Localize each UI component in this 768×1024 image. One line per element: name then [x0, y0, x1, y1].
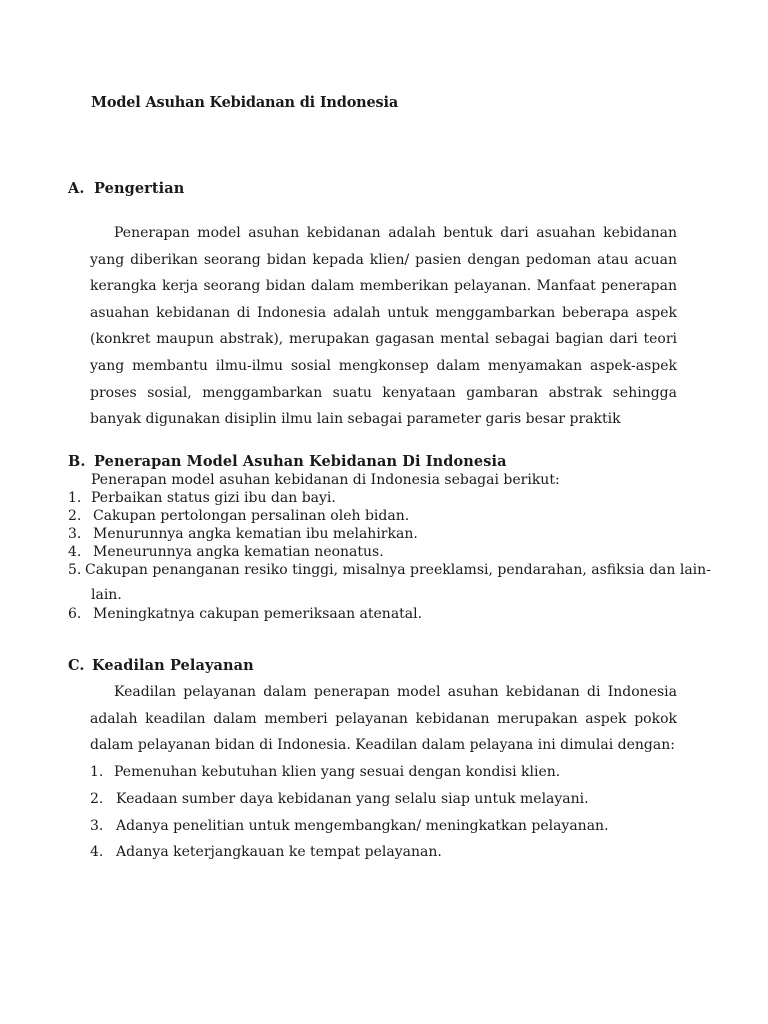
- list-item-number: 6.: [68, 606, 82, 622]
- list-item: [90, 790, 589, 808]
- list-item-number: 1.: [68, 490, 82, 506]
- list-item-text: Meningkatnya cakupan pemeriksaan atenatal.: [93, 606, 423, 622]
- section-c-paragraph: Keadilan pelayanan dalam penerapan model asuhan kebidanan di Indonesia adalah keadilan dalam memberi pelayanan kebidanan merupakan aspek pokok dalam pelayanan bidan di Indonesia. Keadilan dalam pelayana ini dimulai dengan:: [90, 684, 677, 754]
- document-title: Model Asuhan Kebidanan di Indonesia: [91, 94, 399, 111]
- list-item-number: 1.: [90, 764, 104, 780]
- list-item-number: 2.: [90, 791, 104, 807]
- list-item-number: 3.: [90, 818, 104, 834]
- list-item-text: Meneurunnya angka kematian neonatus.: [93, 544, 384, 560]
- list-item: [68, 507, 409, 525]
- list-item: [68, 489, 336, 507]
- section-c-heading: [68, 657, 254, 674]
- list-item-text: Cakupan pertolongan persalinan oleh bidan.: [93, 508, 410, 524]
- list-item: [90, 817, 609, 835]
- section-a-paragraph: Penerapan model asuhan kebidanan adalah bentuk dari asuahan kebidanan yang diberikan seorang bidan kepada klien/ pasien dengan pedoman atau acuan kerangka kerja seorang bidan dalam memberikan pelayanan. Manfaat penerapan asuahan kebidanan di Indonesia adalah untuk menggambarkan beberapa aspek (konkret maupun abstrak), merupakan gagasan mental sebagai bagian dari teori yang membantu ilmu-ilmu sosial mengkonsep dalam menyamakan aspek-aspek proses sosial, menggambarkan suatu kenyataan gambaran abstrak sehingga banyak digunakan disiplin ilmu lain sebagai parameter garis besar praktik: [90, 225, 677, 428]
- list-item-text: Keadaan sumber daya kebidanan yang selalu siap untuk melayani.: [116, 791, 589, 807]
- list-item: [68, 543, 384, 561]
- section-b-heading: [68, 453, 507, 470]
- list-item-text: Cakupan penanganan resiko tinggi, misalnya preeklamsi, pendarahan, asfiksia dan lain-: [85, 562, 711, 578]
- list-item-number: 4.: [68, 544, 82, 560]
- section-a-heading: [68, 180, 184, 197]
- list-item-text: Menurunnya angka kematian ibu melahirkan.: [93, 526, 418, 542]
- section-a-title: Pengertian: [94, 180, 185, 197]
- section-c-letter: C.: [68, 657, 85, 674]
- section-b-letter: B.: [68, 453, 86, 470]
- list-item-text: Perbaikan status gizi ibu dan bayi.: [91, 490, 336, 506]
- list-item: [90, 843, 442, 861]
- section-b-intro: Penerapan model asuhan kebidanan di Indonesia sebagai berikut:: [91, 472, 560, 488]
- section-a-letter: A.: [68, 180, 85, 197]
- list-item-number: 2.: [68, 508, 82, 524]
- list-item: [68, 605, 422, 623]
- section-b-title: Penerapan Model Asuhan Kebidanan Di Indonesia: [94, 453, 507, 470]
- list-item-text: Pemenuhan kebutuhan klien yang sesuai dengan kondisi klien.: [114, 764, 561, 780]
- list-item-number: 4.: [90, 844, 104, 860]
- list-item-continuation: lain.: [91, 587, 122, 603]
- list-item-number: 3.: [68, 526, 82, 542]
- list-item: [90, 763, 560, 781]
- list-item-number: 5.: [68, 562, 82, 578]
- list-item: [68, 561, 711, 579]
- section-c-title: Keadilan Pelayanan: [92, 657, 254, 674]
- list-item: [68, 525, 418, 543]
- list-item-text: Adanya penelitian untuk mengembangkan/ meningkatkan pelayanan.: [116, 818, 609, 834]
- list-item-text: Adanya keterjangkauan ke tempat pelayanan.: [116, 844, 442, 860]
